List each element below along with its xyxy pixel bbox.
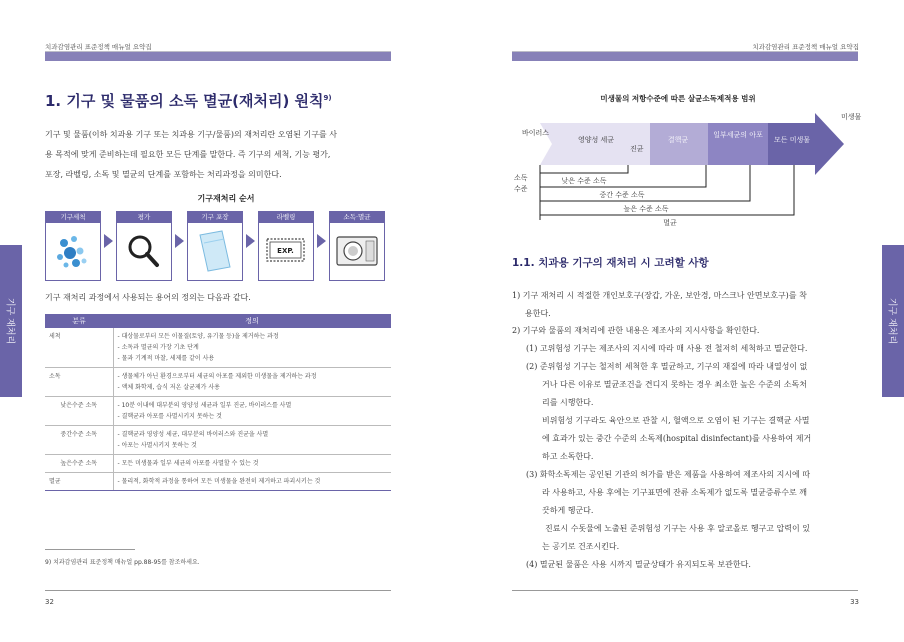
step-sterilization: 소독·멸균 [329, 211, 385, 281]
step-arrow [317, 234, 326, 248]
level-low: 낮은 수준 소독 [561, 177, 607, 185]
list-item: (3) 화학소독제는 공인된 기관의 허가를 받은 제품을 사용하여 제조사의 지시에 따 [526, 470, 811, 479]
step-evaluation: 평가 [116, 211, 172, 281]
step-arrow [246, 234, 255, 248]
arrow-segment-mid [650, 123, 708, 165]
arrow-segment-light [540, 123, 650, 165]
table-row: 멸균 - 물리적, 화학적 과정을 통하여 모든 미생물을 완전히 제거하고 파괴시키는 것 [45, 473, 391, 491]
subsection-heading: 1.1. 치과용 기구의 재처리 시 고려할 사항 [512, 257, 709, 269]
table-row: 낮은수준 소독 - 10분 이내에 대부분의 영양성 세균과 일부 진균, 바이러스를 사멸 - 결핵균과 아포를 사멸시키지 못하는 것 [45, 397, 391, 426]
axis-label-line1: 소독 [514, 174, 528, 182]
organism-spores: 일부세균의 아포 [713, 131, 763, 139]
list-item: 1) 기구 재처리 시 적절한 개인보호구(장갑, 가운, 보안경, 마스크나 안면보호구)를 착 [512, 291, 807, 300]
organism-virus: 바이러스 [522, 129, 550, 137]
running-header: 치과감염관리 표준정책 매뉴얼 요약집 [752, 43, 859, 51]
process-title: 기구재처리 순서 [197, 194, 255, 203]
footer-rule [45, 590, 391, 591]
header-bar [512, 52, 858, 61]
chapter-tab: 기구 재처리 [882, 245, 904, 397]
step-packaging: 기구 포장 [187, 211, 243, 281]
chapter-tab: 기구 재처리 [0, 245, 22, 397]
footnote: 9) 치과감염관리 표준정책 매뉴얼 pp.88-95를 참조하세요. [45, 559, 200, 566]
list-item: 라 사용하고, 사용 후에는 기구표면에 잔류 소독제가 없도록 멸균증류수로 깨 [542, 488, 807, 497]
running-header: 치과감염관리 표준정책 매뉴얼 요약집 [45, 43, 152, 51]
level-high: 높은 수준 소독 [623, 205, 669, 213]
list-item: (2) 준위험성 기구는 철저히 세척한 후 멸균하고, 기구의 재질에 따라 내열성이 없 [526, 362, 808, 371]
right-page [452, 0, 904, 642]
table-row: 높은수준 소독 - 모든 미생물과 일부 세균의 아포를 사멸할 수 있는 것 [45, 455, 391, 473]
list-item: 진료시 수돗물에 노출된 준위험성 기구는 사용 후 알코올로 헹구고 압력이 있 [545, 524, 810, 533]
table-row: 중간수준 소독 - 결핵균과 영양성 세균, 대부분의 바이러스와 진균을 사멸 - 아포는 사멸시키지 못하는 것 [45, 426, 391, 455]
list-item: (1) 고위험성 기구는 제조사의 지시에 따라 매 사용 전 철저히 세척하고 멸균한다. [526, 344, 808, 353]
organism-all: 모든 미생물 [773, 136, 811, 144]
pouch-icon [188, 223, 241, 278]
step-arrow [175, 234, 184, 248]
axis-label-line2: 수준 [514, 185, 528, 193]
step-arrow [104, 234, 113, 248]
list-item: (4) 멸균된 물품은 사용 시까지 멸균상태가 유지되도록 보관한다. [526, 560, 751, 569]
list-item: 용한다. [525, 309, 551, 318]
table-header-definition: 정의 [113, 314, 391, 328]
svg-text:EXP.: EXP. [277, 247, 294, 255]
table-header-term: 분류 [45, 314, 113, 328]
intro-paragraph: 기구 및 물품(이하 치과용 기구 또는 치과용 기구/물품)의 재처리란 오염된 기구를 사 용 목적에 맞게 준비하는데 필요한 모든 단계를 말한다. 즉 기구의 세척, 기능 평가, 포장, 라벨링, 소독 및 멸균의 단계를 포함하는 처리과정을 의미한다. [45, 130, 337, 179]
footnote-rule [45, 549, 135, 550]
table-row: 세척 - 대상물로부터 모든 이물질(토양, 유기물 등)을 제거하는 과정 - 소독과 멸균의 가장 기초 단계 - 물과 기계적 마찰, 세제를 같이 사용 [45, 328, 391, 368]
level-intermediate: 중간 수준 소독 [599, 191, 645, 199]
organism-fungi: 진균 [630, 145, 644, 153]
list-item: 에 효과가 있는 중간 수준의 소독제(hospital disinfectant)를 사용하여 제거 [542, 434, 812, 443]
page-number: 32 [45, 598, 54, 606]
step-cleaning: 기구세척 [45, 211, 101, 281]
organism-tuberculosis: 결핵균 [667, 136, 689, 144]
list-item: 는 공기로 건조시킨다. [542, 542, 620, 551]
list-item: 끗하게 헹군다. [542, 506, 594, 515]
bubbles-icon [46, 223, 99, 278]
diagram-title: 미생물의 저항수준에 따른 살균소독제적용 범위 [600, 94, 756, 103]
label-stamp-icon [259, 223, 312, 278]
step-labeling: 라벨링 EXP. [258, 211, 314, 281]
list-item: 비위험성 기구라도 육안으로 관찰 시, 혈액으로 오염이 된 기구는 결핵균 사멸 [542, 416, 810, 425]
magnifier-icon [117, 223, 170, 278]
level-sterilization: 멸균 [663, 219, 677, 227]
arrow-segment-dark [708, 123, 768, 165]
terms-table [45, 314, 391, 491]
autoclave-icon [330, 223, 383, 278]
page-number: 33 [850, 598, 859, 606]
organism-label: 미생물 [841, 113, 862, 121]
table-row: 소독 - 생물체가 아닌 환경으로부터 세균의 아포를 제외한 미생물을 제거하는 과정 - 액체 화학제, 습식 저온 살균제가 사용 [45, 368, 391, 397]
resistance-diagram [452, 105, 904, 240]
table-intro: 기구 재처리 과정에서 사용되는 용어의 정의는 다음과 같다. [45, 293, 251, 302]
list-item: 리를 시행한다. [542, 398, 594, 407]
organism-vegetative-bacteria: 영양성 세균 [578, 136, 615, 144]
arrow-head [768, 113, 844, 175]
list-item: 2) 기구와 물품의 재처리에 관한 내용은 제조사의 지시사항을 확인한다. [512, 326, 760, 335]
list-item: 거나 다른 이유로 멸균조건을 견디지 못하는 경우 최소한 높은 수준의 소독처 [542, 380, 807, 389]
section-heading: 1. 기구 및 물품의 소독 멸균(재처리) 원칙$^{9)}$ [45, 92, 332, 110]
footer-rule [512, 590, 858, 591]
list-item: 하고 소독한다. [542, 452, 594, 461]
header-bar [45, 52, 391, 61]
